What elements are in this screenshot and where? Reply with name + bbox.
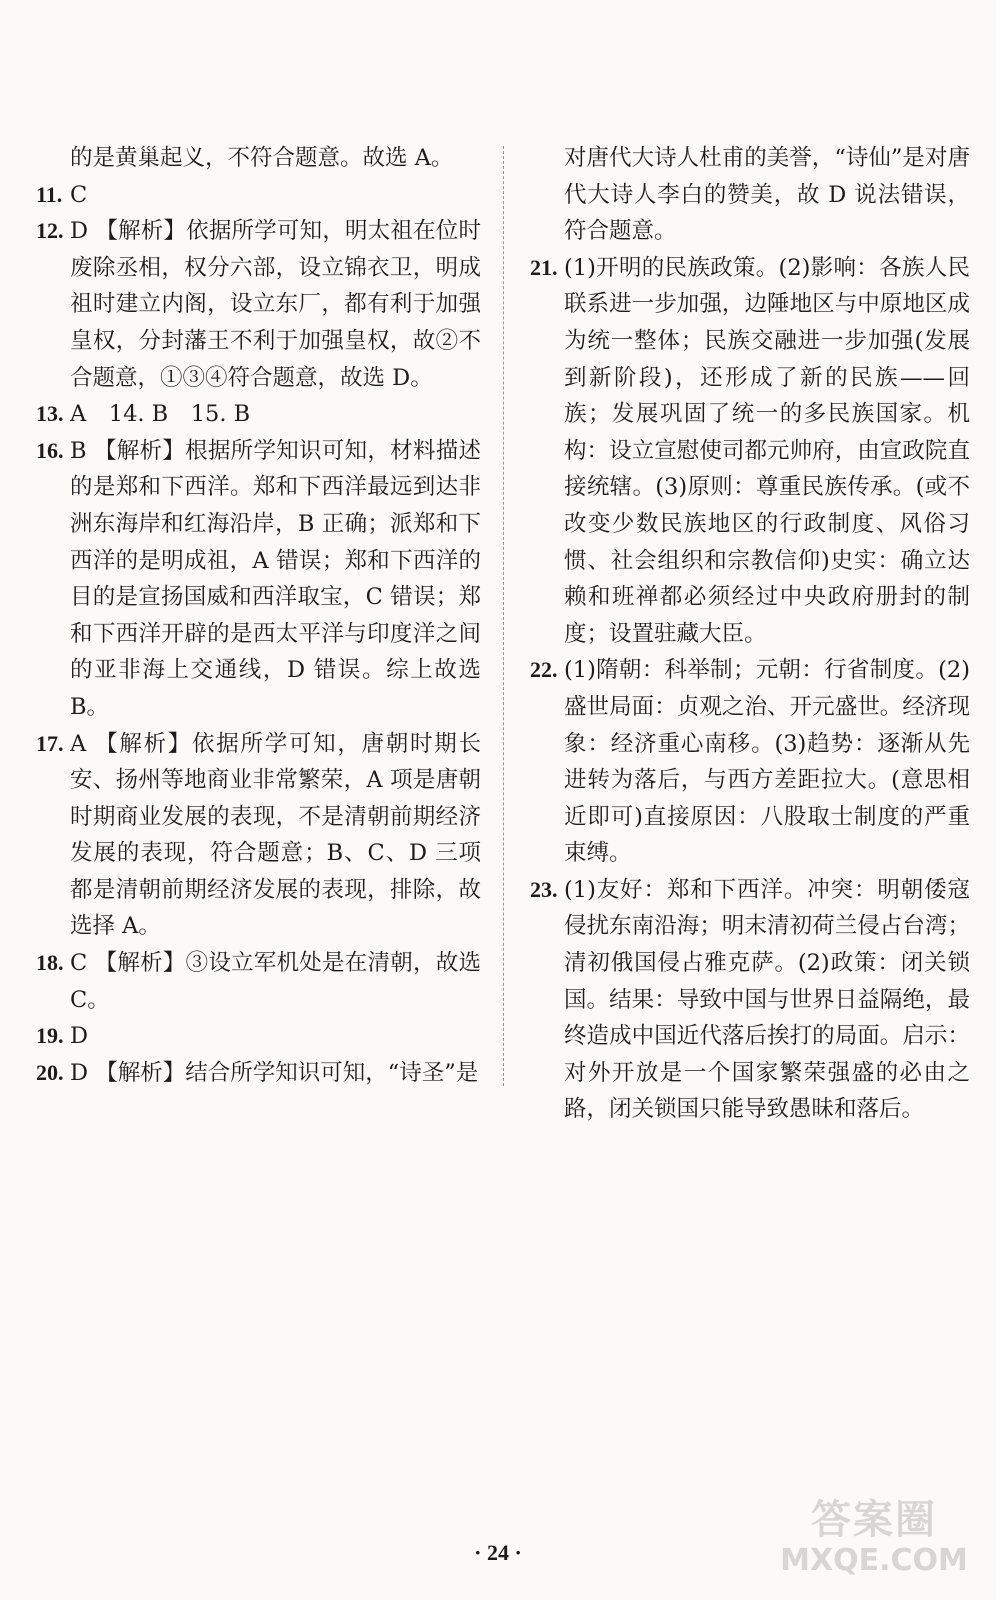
answer-item-23 [530, 872, 970, 1128]
item-number: 18. [36, 950, 64, 976]
answer-item-20 [36, 1055, 481, 1092]
left-continuation-text: 的是黄巢起义，不符合题意。故选 A。 [70, 145, 454, 171]
item-text: D [70, 1023, 89, 1050]
answer-item-19 [36, 1018, 481, 1055]
item-number: 17. [36, 730, 64, 756]
item-number: 19. [36, 1023, 64, 1049]
item-number: 16. [36, 437, 64, 463]
page-number: · 24 · [474, 1540, 522, 1565]
answer-item-13-15 [36, 396, 481, 433]
item-text: (1)友好：郑和下西洋。冲突：明朝倭寇侵扰东南沿海；明末清初荷兰侵占台湾；清初俄国侵占雅克萨。(2)政策：闭关锁国。结果：导致中国与世界日益隔绝，最终造成中国近代落后挨打的局面。启示：对外开放是一个国家繁荣强盛的必由之路，闭关锁国只能导致愚昧和落后。 [564, 876, 970, 1123]
item-text: D 【解析】依据所学可知，明太祖在位时废除丞相，权分六部，设立锦衣卫，明成祖时建立内阁，设立东厂，都有利于加强皇权，分封藩王不利于加强皇权，故②不合题意，①③④符合题意，故选 D。 [70, 218, 481, 391]
item-text: B 【解析】根据所学知识可知，材料描述的是郑和下西洋。郑和下西洋最远到达非洲东海岸和红海沿岸，B 正确；派郑和下西洋的是明成祖，A 错误；郑和下西洋的目的是宣扬国威和西洋取宝，C 错误；郑和下西洋开辟的是西太平洋与印度洋之间的亚非海上交通线，D 错误。综上故选 B。 [70, 437, 481, 720]
item-text: D 【解析】结合所学知识可知，“诗圣”是 [70, 1059, 479, 1086]
answer-item-22 [530, 652, 970, 872]
right-column [530, 140, 970, 1128]
item-text: (1)隋朝：科举制；元朝：行省制度。(2)盛世局面：贞观之治、开元盛世。经济现象：经济重心南移。(3)趋势：逐渐从先进转为落后，与西方差距拉大。(意思相近即可)直接原因：八股取士制度的严重束缚。 [564, 657, 970, 867]
answer-item-12 [36, 213, 481, 396]
watermark [774, 1496, 974, 1586]
answer-item-17 [36, 726, 481, 946]
item-number: 22. [530, 657, 558, 683]
column-divider [503, 146, 504, 1086]
item-number: 12. [36, 218, 64, 244]
right-continuation-text: 对唐代大诗人杜甫的美誉，“诗仙”是对唐代大诗人李白的赞美，故 D 说法错误，符合题意。 [564, 145, 970, 245]
item-text: C [70, 181, 88, 208]
item-number: 21. [530, 254, 558, 280]
item-text: A 【解析】依据所学可知，唐朝时期长安、扬州等地商业非常繁荣，A 项是唐朝时期商业发展的表现，不是清朝前期经济发展的表现，符合题意；B、C、D 三项都是清朝前期经济发展的表现，排除，故选择 A。 [70, 730, 481, 940]
answer-item-21 [530, 250, 970, 653]
watermark-logo: 答案圈 [811, 1497, 937, 1543]
item-text: A 14. B 15. B [70, 401, 251, 428]
item-number: 23. [530, 876, 558, 902]
answer-item-18 [36, 945, 481, 1018]
item-number: 13. [36, 401, 64, 427]
item-number: 11. [36, 181, 63, 207]
item-number: 20. [36, 1059, 64, 1085]
answer-item-11 [36, 177, 481, 214]
watermark-url: MXQE.COM [780, 1543, 968, 1578]
answer-item-16 [36, 433, 481, 726]
item-text: (1)开明的民族政策。(2)影响：各族人民联系进一步加强，边陲地区与中原地区成为统一整体；民族交融进一步加强(发展到新阶段)，还形成了新的民族——回族；发展巩固了统一的多民族国家。机构：设立宣慰使司都元帅府，由宣政院直接统辖。(3)原则：尊重民族传承。(或不改变少数民族地区的行政制度、风俗习惯、社会组织和宗教信仰)史实：确立达赖和班禅都必须经过中央政府册封的制度；设置驻藏大臣。 [564, 254, 970, 647]
left-column [36, 140, 481, 1091]
item-text: C 【解析】③设立军机处是在清朝，故选 C。 [70, 950, 481, 1013]
